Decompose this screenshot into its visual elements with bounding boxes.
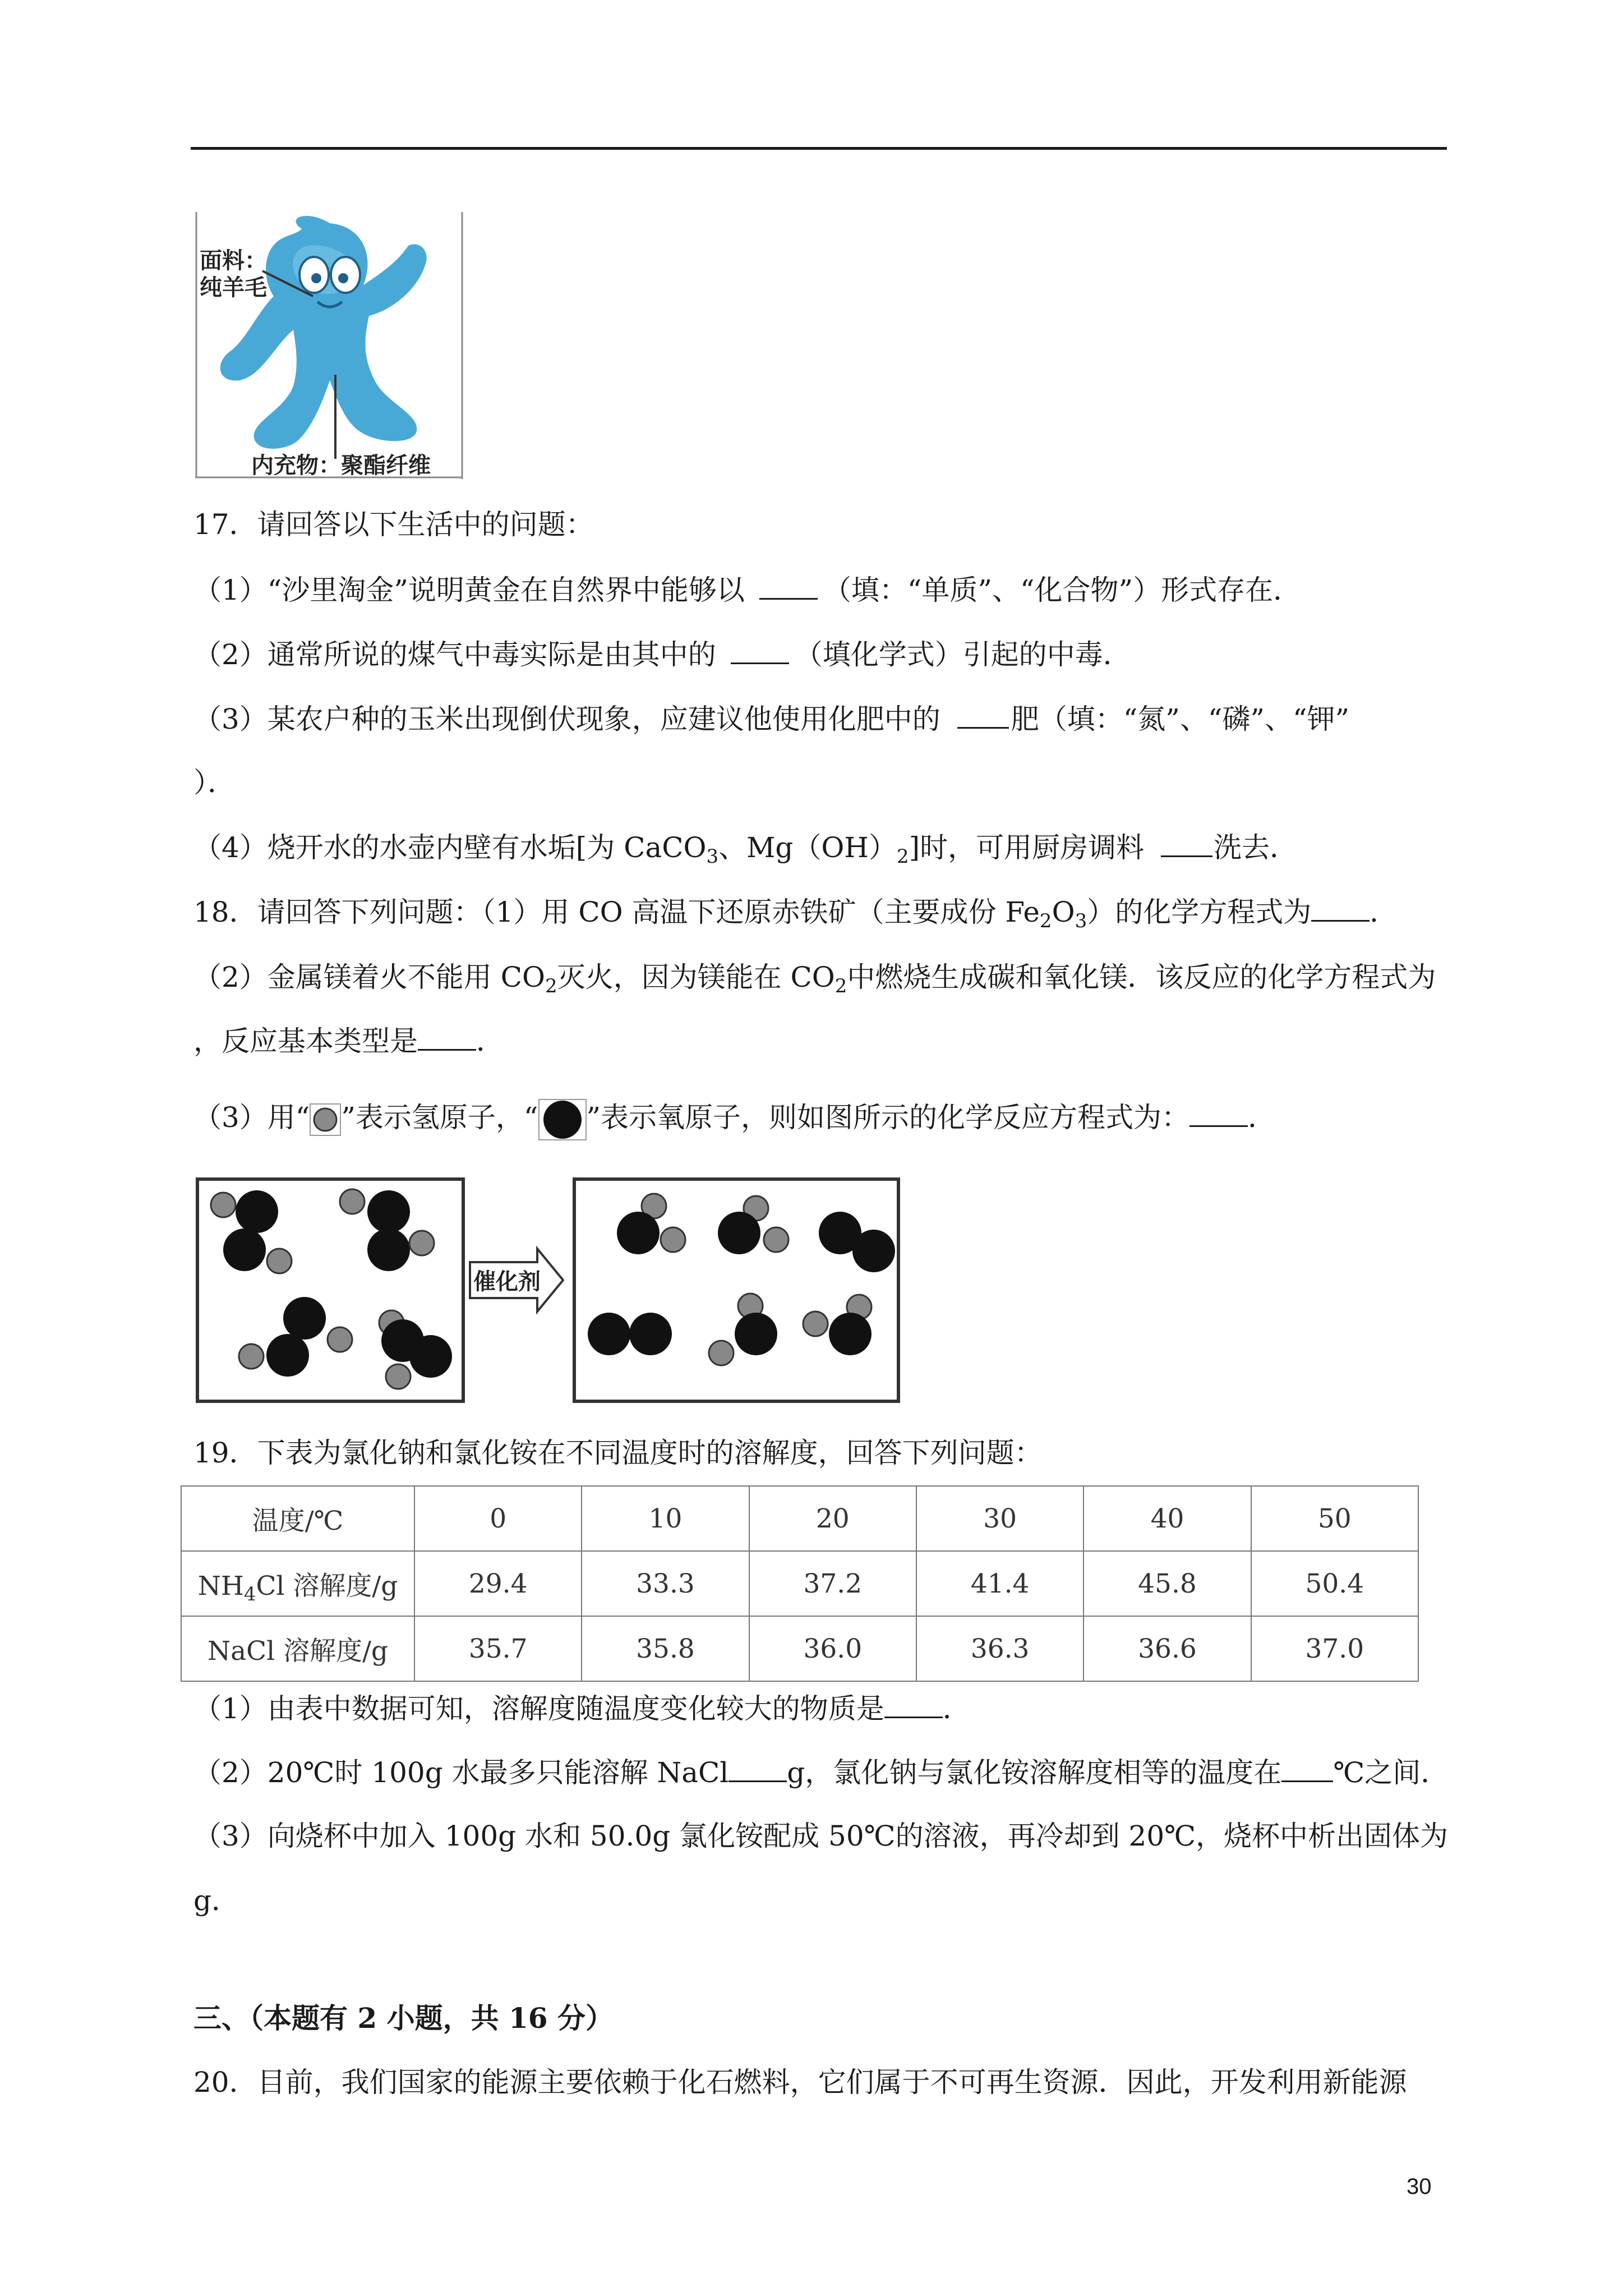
q17-part1-blank[interactable] [759,573,818,600]
nh4cl-label-sub: 4 [243,1582,256,1605]
q17-part4-blank[interactable] [1161,831,1212,857]
q18-line3-period: ． [476,1025,504,1057]
q19-part3: （3）向烧杯中加入 100g 水和 50.0g 氯化铵配成 50℃的溶液，再冷却到 20℃，烧杯中析出固体为 [193,1820,1449,1852]
q19-stem: 19．下表为氯化钠和氯化铵在不同温度时的溶解度，回答下列问题： [193,1437,1043,1469]
table-cell: 30 [916,1486,1083,1551]
q19-part2-text-a: （2）20℃时 100g 水最多只能溶解 NaCl [193,1756,729,1789]
table-cell: 29.4 [414,1551,582,1616]
callout-filling: 内充物：聚酯纤维 [251,453,431,478]
q19-part1 [193,1692,971,1726]
q18-line1-text-c: ）的化学方程式为 [1087,896,1312,928]
section-3-title: 三、（本题有 2 小题，共 16 分） [193,2001,614,2035]
q17-part2 [193,638,1131,671]
table-row-label-nacl: NaCl 溶解度/g [181,1616,414,1681]
callout-fabric-line2: 纯羊毛 [200,275,267,300]
q18-line2-text-a: （2）金属镁着火不能用 CO [193,961,545,993]
q18-line4-text-b: ”表示氢原子，“ [341,1101,538,1134]
q17-part2-text-b: （填化学式）引起的中毒． [794,638,1131,671]
q18-line1 [193,895,1398,932]
q18-line4 [193,1098,1276,1141]
q18-line2-text-b: 灭火，因为镁能在 CO [557,961,835,993]
q17-part1-text-a: （1）“沙里淘金”说明黄金在自然界中能够以 [193,574,745,606]
q17-part4-text-d: 洗去． [1214,831,1298,864]
q17-part2-blank[interactable] [731,638,789,664]
q17-part1 [193,573,1301,607]
q19-part1-text: （1）由表中数据可知，溶解度随温度变化较大的物质是 [193,1692,884,1725]
table-row [181,1551,1418,1616]
table-row-label-nh4cl [181,1551,414,1616]
table-cell: 36.3 [916,1616,1083,1681]
table-cell: 10 [582,1486,749,1551]
q19-part2-text-c: ℃之间． [1333,1756,1449,1789]
table-cell: 33.3 [582,1551,749,1616]
q17-part4-text-c: ]时，可用厨房调料 [909,831,1145,864]
reaction-diagram [195,1177,901,1404]
q17-part4-sub-2: 2 [896,845,909,868]
table-cell: 35.8 [582,1616,749,1681]
table-cell: 50 [1251,1486,1418,1551]
q19-part3-cont: g． [193,1884,240,1917]
table-row [181,1486,1418,1551]
q18-line3-text-a: ，反应基本类型是 [193,1025,418,1057]
q18-part1-blank[interactable] [1311,895,1370,922]
table-cell: 37.0 [1251,1616,1418,1681]
nh4cl-label-c: Cl 溶解度/g [256,1570,398,1602]
q17-part3-text-b: 肥（填：“氮”、“磷”、“钾” [1011,703,1350,735]
table-cell: 36.0 [749,1616,916,1681]
table-cell: 37.2 [749,1551,916,1616]
catalyst-label: 催化剂 [473,1269,541,1294]
q17-part4-text-b: 、Mg（OH） [718,831,897,864]
q19-part1-blank[interactable] [884,1692,943,1718]
q18-part3-blank[interactable] [1189,1101,1248,1127]
page-number: 30 [1407,2174,1432,2199]
q19-part1-period: ． [942,1692,971,1725]
table-cell: 50.4 [1251,1551,1418,1616]
q18-line2-sub-2b: 2 [834,975,847,997]
q17-part1-text-b: （填：“单质”、“化合物”）形式存在． [823,574,1302,606]
q18-line2 [193,960,1436,997]
table-cell: 0 [414,1486,582,1551]
table-header-label: 温度/℃ [181,1486,414,1551]
q18-line4-text-a: （3）用“ [193,1101,310,1134]
q18-line1-sub-3: 3 [1075,910,1087,932]
q17-part3-blank[interactable] [957,702,1009,729]
callout-fabric-line1: 面料： [200,249,267,273]
table-cell: 45.8 [1083,1551,1251,1616]
q18-part2-blank[interactable] [418,1024,476,1051]
q18-line1-period: ． [1370,896,1398,928]
q17-part3-cont: ）． [193,766,236,799]
table-row [181,1616,1418,1681]
table-cell: 41.4 [916,1551,1083,1616]
q17-part3-text-a: （3）某农户种的玉米出现倒伏现象，应建议他使用化肥中的 [193,703,940,735]
q19-part2-blank-b[interactable] [1281,1756,1333,1782]
q18-line3 [193,1024,504,1058]
table-cell: 36.6 [1083,1616,1251,1681]
q19-part2-text-b: g，氯化钠与氯化铵溶解度相等的温度在 [787,1756,1282,1789]
q17-stem: 17．请回答以下生活中的问题： [193,508,594,541]
q18-line2-sub-2a: 2 [545,975,557,997]
table-cell: 35.7 [414,1616,582,1681]
table-cell: 40 [1083,1486,1251,1551]
mascot-figure [195,212,464,479]
q17-part2-text-a: （2）通常所说的煤气中毒实际是由其中的 [193,638,716,671]
nh4cl-label-a: NH [197,1570,244,1602]
q17-part4-text-a: （4）烧开水的水壶内壁有水垢[为 CaCO [193,831,707,864]
q18-line1-text-b: O [1052,896,1075,928]
oxygen-atom-icon [538,1098,587,1141]
q19-part2 [193,1756,1449,1789]
q20-line1: 20．目前，我们国家的能源主要依赖于化石燃料，它们属于不可再生资源．因此，开发利用新能源 [193,2066,1407,2099]
q18-line4-period: ． [1248,1101,1276,1134]
q17-part4 [193,831,1298,868]
header-rule [191,147,1447,150]
solubility-table [181,1485,1419,1682]
q18-line4-text-c: ”表示氧原子，则如图所示的化学反应方程式为： [586,1101,1190,1134]
q18-line1-sub-2: 2 [1039,910,1052,932]
q17-part3 [193,702,1349,736]
q17-part4-sub-3: 3 [706,845,719,868]
hydrogen-atom-icon [310,1103,341,1137]
q18-line1-text-a: 18．请回答下列问题：（1）用 CO 高温下还原赤铁矿（主要成份 Fe [193,896,1040,928]
q19-part2-blank-a[interactable] [728,1756,787,1782]
table-cell: 20 [749,1486,916,1551]
q18-line2-text-c: 中燃烧生成碳和氧化镁．该反应的化学方程式为 [847,961,1436,993]
